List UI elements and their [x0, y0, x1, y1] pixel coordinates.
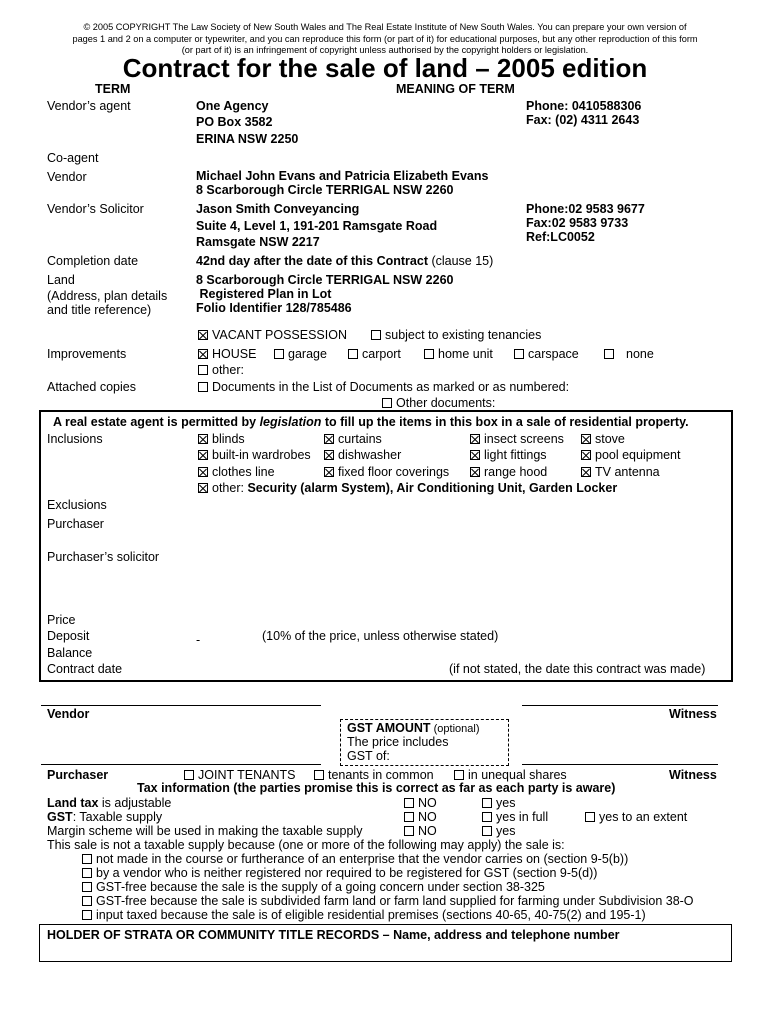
agent-name: One Agency	[196, 99, 269, 113]
land-sublabel-1: (Address, plan details	[47, 289, 168, 303]
other-documents-option[interactable]: Other documents:	[382, 396, 495, 410]
co-agent-label: Co-agent	[47, 151, 99, 165]
checkbox-icon[interactable]	[514, 349, 524, 359]
improvement-none[interactable]: none	[604, 347, 654, 361]
vendor-signature-line[interactable]	[41, 705, 321, 706]
checkbox-icon[interactable]	[404, 812, 414, 822]
land-tax-yes[interactable]: yes	[482, 796, 515, 810]
checkbox-checked-icon[interactable]	[198, 450, 208, 460]
contract-date-label: Contract date	[47, 662, 123, 676]
purchaser-signature-line[interactable]	[41, 764, 321, 765]
land-tax-no[interactable]: NO	[404, 796, 437, 810]
land-plan: Registered Plan in Lot	[196, 287, 332, 301]
gst-amount-title: GST AMOUNT (optional)	[347, 721, 480, 735]
meaning-header: MEANING OF TERM	[396, 82, 515, 96]
checkbox-icon[interactable]	[198, 382, 208, 392]
checkbox-icon[interactable]	[604, 349, 614, 359]
checkbox-icon[interactable]	[314, 770, 324, 780]
solicitor-phone: Phone:02 9583 9677	[526, 202, 645, 216]
completion-date-value: 42nd day after the date of this Contract (clause 15)	[196, 254, 494, 268]
agent-box-heading: A real estate agent is permitted by legislation to fill up the items in this box in a sale of residential property.	[53, 415, 689, 429]
improvements-label: Improvements	[47, 347, 127, 361]
agent-address-2: ERINA NSW 2250	[196, 132, 299, 146]
checkbox-icon[interactable]	[82, 910, 92, 920]
inclusion-wardrobes[interactable]: built-in wardrobes	[198, 448, 311, 462]
inclusion-tv-antenna[interactable]: TV antenna	[581, 465, 660, 479]
deposit-note: (10% of the price, unless otherwise stated)	[262, 629, 499, 643]
deposit-label: Deposit	[47, 629, 90, 643]
gst-no[interactable]: NO	[404, 810, 437, 824]
strata-records-heading: HOLDER OF STRATA OR COMMUNITY TITLE RECORDS – Name, address and telephone number	[47, 928, 620, 942]
checkbox-checked-icon[interactable]	[581, 450, 591, 460]
copyright-line-2: pages 1 and 2 on a computer or typewriter, and you can reproduce this form (or part of it) for educational purposes, but any other reproduction of this form	[72, 33, 698, 44]
inclusion-curtains[interactable]: curtains	[324, 432, 382, 446]
checkbox-checked-icon[interactable]	[198, 330, 208, 340]
gst-taxable-label: GST: Taxable supply	[47, 810, 163, 824]
checkbox-checked-icon[interactable]	[470, 450, 480, 460]
margin-scheme-label: Margin scheme will be used in making the taxable supply	[47, 824, 363, 838]
solicitor-ref: Ref:LC0052	[526, 230, 595, 244]
witness-label-1: Witness	[669, 707, 717, 721]
tax-info-heading: Tax information (the parties promise this is correct as far as each party is aware)	[137, 781, 616, 795]
vendor-agent-label: Vendor’s agent	[47, 99, 131, 113]
exclusions-label: Exclusions	[47, 498, 107, 512]
land-label: Land	[47, 273, 75, 287]
term-header: TERM	[95, 82, 131, 96]
checkbox-icon[interactable]	[82, 882, 92, 892]
improvement-other[interactable]: other:	[198, 363, 244, 377]
inclusion-stove[interactable]: stove	[581, 432, 625, 446]
not-taxable-intro: This sale is not a taxable supply because (one or more of the following may apply) the sale is:	[47, 838, 565, 852]
checkbox-checked-icon[interactable]	[324, 434, 334, 444]
copyright-line-1: © 2005 COPYRIGHT The Law Society of New South Wales and The Real Estate Institute of New South Wales. You can prepare your own version of	[83, 22, 687, 32]
inclusion-light-fittings[interactable]: light fittings	[470, 448, 547, 462]
checkbox-icon[interactable]	[585, 812, 595, 822]
inclusion-dishwasher[interactable]: dishwasher	[324, 448, 401, 462]
checkbox-checked-icon[interactable]	[581, 467, 591, 477]
reason-3[interactable]: GST-free because the sale is the supply of a going concern under section 38-325	[82, 880, 545, 894]
checkbox-icon[interactable]	[482, 798, 492, 808]
solicitor-fax: Fax:02 9583 9733	[526, 216, 629, 230]
checkbox-checked-icon[interactable]	[324, 450, 334, 460]
checkbox-icon[interactable]	[424, 349, 434, 359]
checkbox-checked-icon[interactable]	[198, 467, 208, 477]
land-sublabel-2: and title reference)	[47, 303, 152, 317]
gst-yes-to-extent[interactable]: yes to an extent	[585, 810, 687, 824]
reason-4[interactable]: GST-free because the sale is subdivided farm land or farm land supplied for farming under Subdivision 38-O	[82, 894, 694, 908]
improvement-house[interactable]: HOUSE	[198, 347, 256, 361]
attached-copies-label: Attached copies	[47, 380, 136, 394]
improvement-carport[interactable]: carport	[348, 347, 401, 361]
completion-date-label: Completion date	[47, 254, 139, 268]
vendor-solicitor-label: Vendor’s Solicitor	[47, 202, 144, 216]
purchaser-signature-label: Purchaser	[47, 768, 109, 782]
inclusion-insect-screens[interactable]: insect screens	[470, 432, 564, 446]
reason-1[interactable]: not made in the course or furtherance of an enterprise that the vendor carries on (section 9-5(b))	[82, 852, 628, 866]
contract-date-note: (if not stated, the date this contract was made)	[449, 662, 706, 676]
checkbox-checked-icon[interactable]	[198, 434, 208, 444]
tenants-in-common-option[interactable]: tenants in common	[314, 768, 434, 782]
checkbox-icon[interactable]	[82, 854, 92, 864]
margin-scheme-no[interactable]: NO	[404, 824, 437, 838]
existing-tenancies-option[interactable]: subject to existing tenancies	[371, 328, 541, 342]
copyright-line-3: (or part of it) is an infringement of copyright unless authorised by the copyright holders or legislation.	[181, 45, 589, 55]
unequal-shares-option[interactable]: in unequal shares	[454, 768, 567, 782]
attached-documents-option[interactable]: Documents in the List of Documents as marked or as numbered:	[198, 380, 569, 394]
vacant-possession-option[interactable]: VACANT POSSESSION	[198, 328, 347, 342]
solicitor-address-2: Ramsgate NSW 2217	[196, 235, 320, 249]
gst-price-includes: The price includes	[347, 735, 449, 749]
improvement-home-unit[interactable]: home unit	[424, 347, 493, 361]
checkbox-icon[interactable]	[482, 812, 492, 822]
reason-2[interactable]: by a vendor who is neither registered nor required to be registered for GST (section 9-5(d))	[82, 866, 597, 880]
price-label: Price	[47, 613, 76, 627]
balance-label: Balance	[47, 646, 93, 660]
inclusion-floor-coverings[interactable]: fixed floor coverings	[324, 465, 449, 479]
checkbox-checked-icon[interactable]	[198, 349, 208, 359]
checkbox-icon[interactable]	[454, 770, 464, 780]
inclusions-label: Inclusions	[47, 432, 103, 446]
solicitor-address-1: Suite 4, Level 1, 191-201 Ramsgate Road	[196, 219, 438, 233]
land-address: 8 Scarborough Circle TERRIGAL NSW 2260	[196, 273, 454, 287]
purchaser-solicitor-label: Purchaser’s solicitor	[47, 550, 160, 564]
document-title: Contract for the sale of land – 2005 edition	[122, 53, 648, 83]
checkbox-checked-icon[interactable]	[198, 483, 208, 493]
vendor-signature-label: Vendor	[47, 707, 90, 721]
witness-label-2: Witness	[669, 768, 717, 782]
vendor-names: Michael John Evans and Patricia Elizabeth Evans	[196, 169, 489, 183]
checkbox-icon[interactable]	[404, 798, 414, 808]
purchaser-label: Purchaser	[47, 517, 104, 531]
margin-scheme-yes[interactable]: yes	[482, 824, 515, 838]
checkbox-checked-icon[interactable]	[470, 434, 480, 444]
inclusion-clothes-line[interactable]: clothes line	[198, 465, 275, 479]
deposit-dash: -	[196, 633, 201, 647]
inclusion-pool-equipment[interactable]: pool equipment	[581, 448, 680, 462]
checkbox-icon[interactable]	[198, 365, 208, 375]
vendor-label: Vendor	[47, 170, 87, 184]
checkbox-icon[interactable]	[82, 868, 92, 878]
land-tax-label: Land tax is adjustable	[47, 796, 172, 810]
vendor-address: 8 Scarborough Circle TERRIGAL NSW 2260	[196, 183, 454, 197]
checkbox-icon[interactable]	[348, 349, 358, 359]
checkbox-checked-icon[interactable]	[581, 434, 591, 444]
agent-fax: Fax: (02) 4311 2643	[526, 113, 640, 127]
gst-yes-in-full[interactable]: yes in full	[482, 810, 548, 824]
inclusion-range-hood[interactable]: range hood	[470, 465, 547, 479]
agent-phone: Phone: 0410588306	[526, 99, 642, 113]
vendor-witness-line[interactable]	[522, 705, 718, 706]
checkbox-icon[interactable]	[371, 330, 381, 340]
inclusion-other[interactable]: other: Security (alarm System), Air Conditioning Unit, Garden Locker	[198, 481, 617, 495]
reason-5[interactable]: input taxed because the sale is of eligible residential premises (sections 40-65, 40-75(2) and 195-1)	[82, 908, 646, 922]
agent-address-1: PO Box 3582	[196, 115, 273, 129]
checkbox-icon[interactable]	[404, 826, 414, 836]
checkbox-icon[interactable]	[82, 896, 92, 906]
improvement-garage[interactable]: garage	[274, 347, 327, 361]
inclusion-blinds[interactable]: blinds	[198, 432, 245, 446]
joint-tenants-option[interactable]: JOINT TENANTS	[184, 768, 295, 782]
checkbox-checked-icon[interactable]	[324, 467, 334, 477]
copyright-notice	[0, 22, 770, 57]
checkbox-icon[interactable]	[382, 398, 392, 408]
checkbox-icon[interactable]	[274, 349, 284, 359]
checkbox-checked-icon[interactable]	[470, 467, 480, 477]
improvement-carspace[interactable]: carspace	[514, 347, 579, 361]
purchaser-witness-line[interactable]	[522, 764, 718, 765]
checkbox-icon[interactable]	[184, 770, 194, 780]
solicitor-name: Jason Smith Conveyancing	[196, 202, 360, 216]
gst-of: GST of:	[347, 749, 390, 763]
checkbox-icon[interactable]	[482, 826, 492, 836]
land-folio: Folio Identifier 128/785486	[196, 301, 352, 315]
